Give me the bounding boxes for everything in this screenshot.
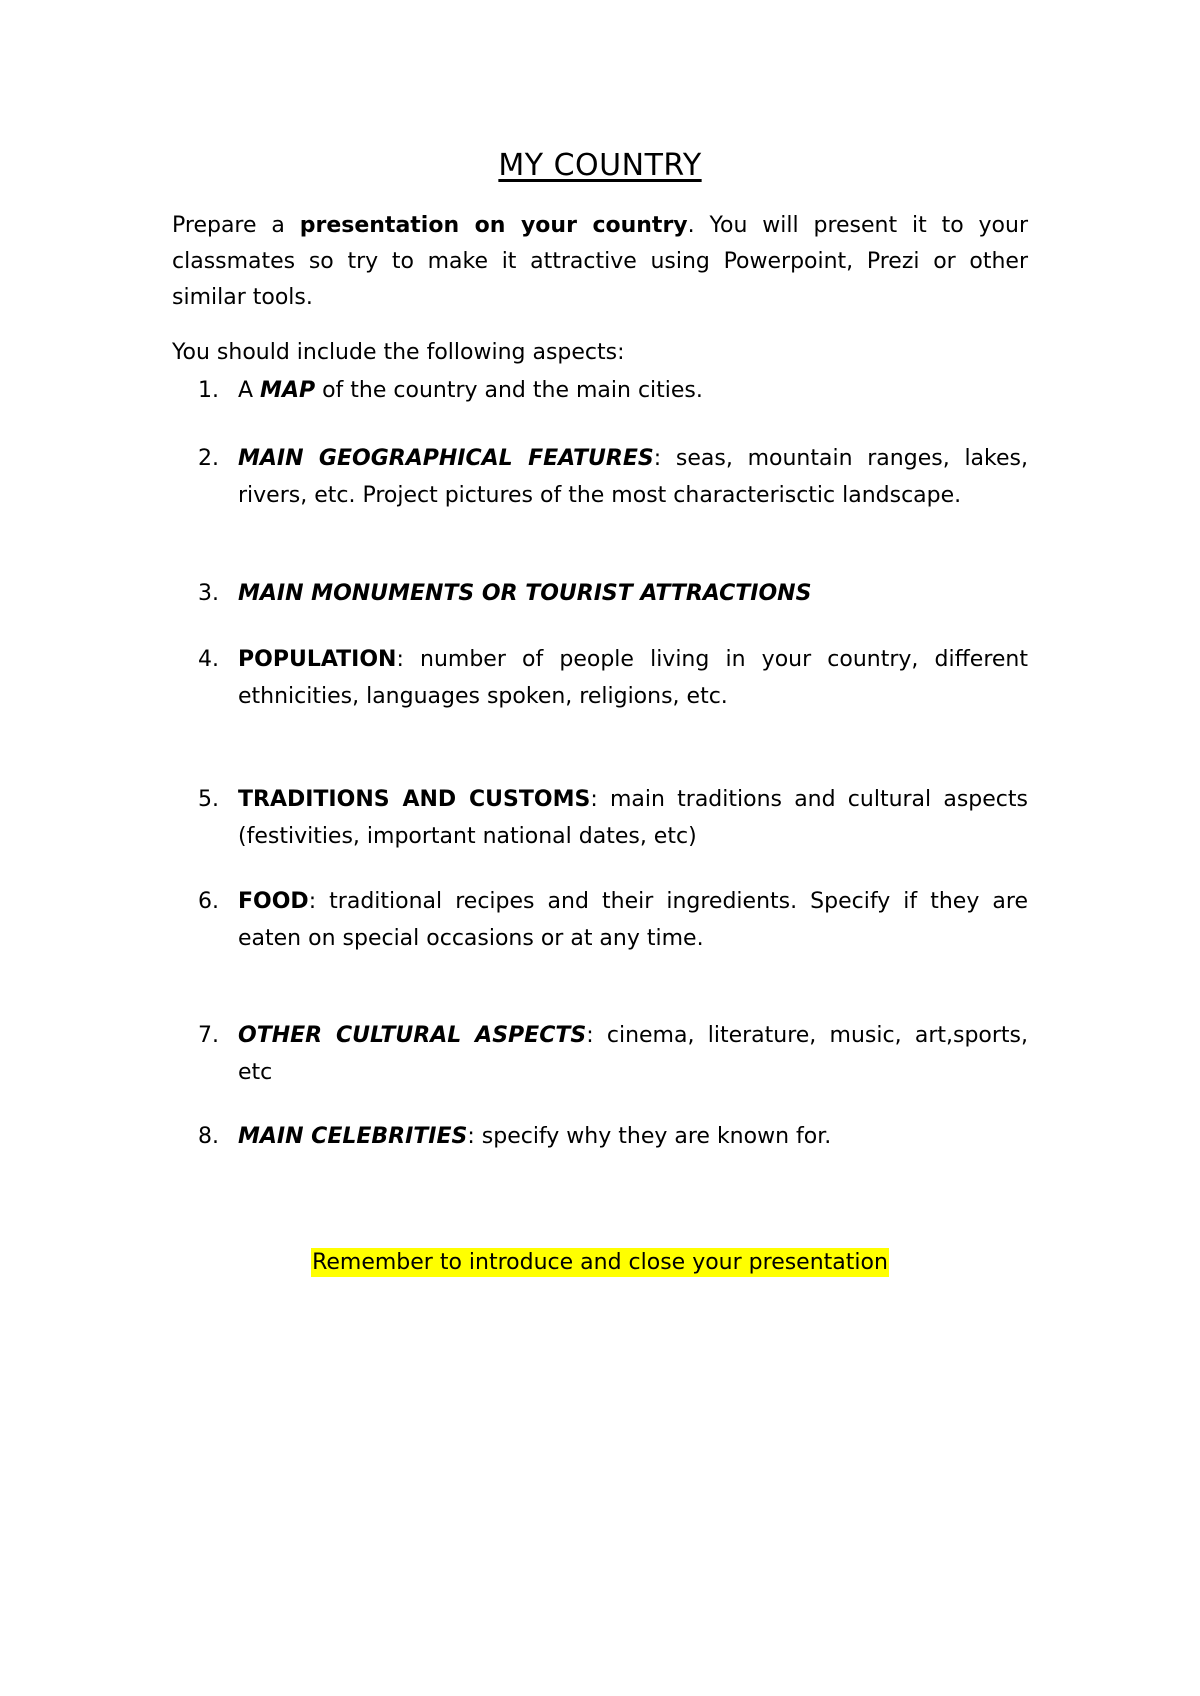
list-item-keyword: FOOD — [238, 889, 309, 914]
list-item-keyword: MAIN MONUMENTS OR TOURIST ATTRACTIONS — [238, 581, 812, 606]
list-item-keyword: MAIN CELEBRITIES — [238, 1124, 468, 1149]
list-number: 8. — [198, 1124, 219, 1149]
list-item-keyword: MAIN GEOGRAPHICAL FEATURES — [238, 446, 654, 471]
list-item-keyword: POPULATION — [238, 647, 397, 672]
list-item-food — [172, 883, 1028, 957]
intro-text-after: . You will present it to your classmates so try to make it attractive using Powerpoint, Prezi or other similar tools. — [172, 213, 1028, 310]
page-title: MY COUNTRY — [498, 148, 702, 183]
list-item-body — [238, 883, 1028, 957]
list-item-text: : number of people living in your country, different ethnicities, languages spoken, religions, etc. — [238, 647, 1028, 709]
list-item-text: of the country and the main cities. — [315, 378, 703, 403]
list-item-body — [238, 641, 1028, 715]
list-item-keyword: TRADITIONS AND CUSTOMS — [238, 787, 591, 812]
list-number: 2. — [198, 446, 219, 471]
list-item-body — [238, 1017, 1028, 1091]
list-number: 4. — [198, 647, 219, 672]
list-item-geography — [172, 440, 1028, 514]
reminder-note — [0, 1246, 1200, 1280]
list-item-body — [238, 1118, 1028, 1155]
reminder-highlight: Remember to introduce and close your presentation — [312, 1250, 888, 1275]
intro-paragraph — [172, 208, 1028, 316]
list-item-text: : traditional recipes and their ingredients. Specify if they are eaten on special occasions or at any time. — [238, 889, 1028, 951]
list-number: 7. — [198, 1023, 219, 1048]
list-item-text: : seas, mountain ranges, lakes, rivers, etc. Project pictures of the most characterisctic landscape. — [238, 446, 1028, 508]
list-item-body — [238, 372, 1028, 409]
list-item-traditions — [172, 781, 1028, 855]
list-item-celebrities — [172, 1118, 1028, 1155]
list-number: 3. — [198, 581, 219, 606]
intro-bold-text: presentation on your country — [299, 213, 688, 238]
list-number: 5. — [198, 787, 219, 812]
list-item-keyword: MAP — [260, 378, 316, 403]
aspects-lead: You should include the following aspects: — [172, 340, 625, 365]
list-item-body — [238, 440, 1028, 514]
list-item-text: : cinema, literature, music, art,sports, etc — [238, 1023, 1028, 1085]
list-number: 6. — [198, 889, 219, 914]
list-item-text: : main traditions and cultural aspects (festivities, important national dates, etc) — [238, 787, 1028, 849]
list-item-body — [238, 575, 1028, 612]
list-number: 1. — [198, 378, 219, 403]
list-item-population — [172, 641, 1028, 715]
list-item-monuments — [172, 575, 1028, 612]
list-item-keyword: OTHER CULTURAL ASPECTS — [238, 1023, 587, 1048]
list-item-body — [238, 781, 1028, 855]
list-item-culture — [172, 1017, 1028, 1091]
list-item-text: : specify why they are known for. — [467, 1124, 832, 1149]
list-item-prefix: A — [238, 378, 261, 403]
intro-text-before: Prepare a — [172, 213, 300, 238]
list-item-map — [172, 372, 1028, 409]
